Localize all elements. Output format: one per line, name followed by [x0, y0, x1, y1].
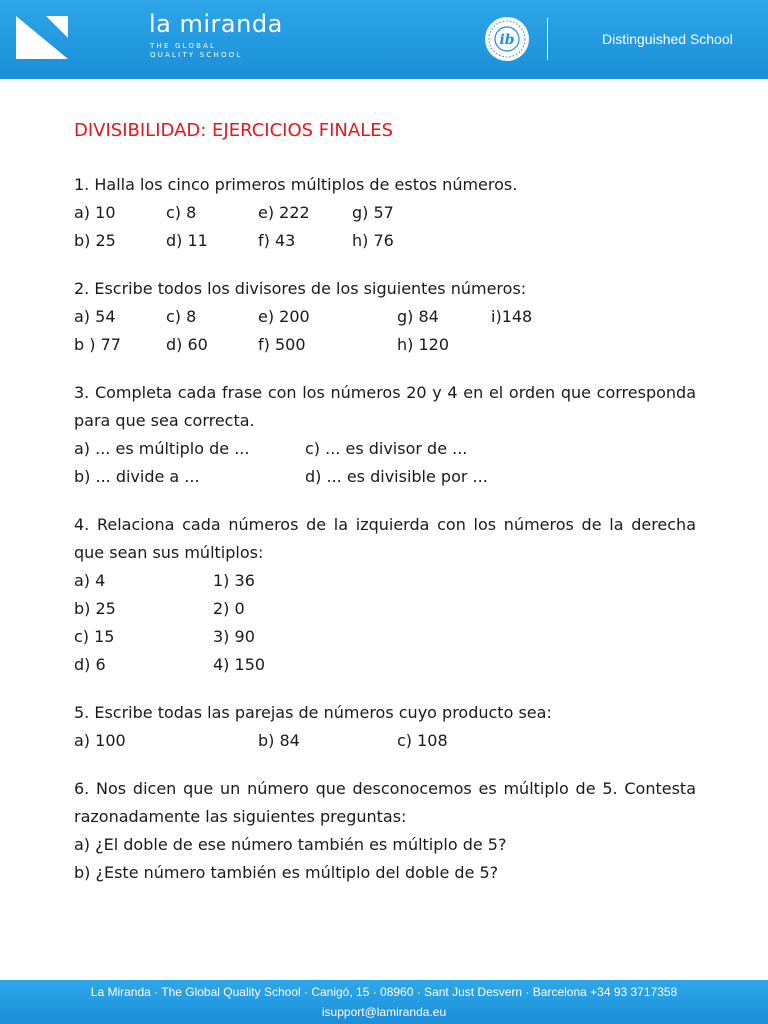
header-divider — [547, 18, 548, 60]
item: f) 500 — [258, 335, 306, 354]
item: h) 120 — [397, 335, 450, 354]
item: a) 54 — [74, 307, 116, 326]
item: b) ¿Este número también es múltiplo del doble de 5? — [74, 863, 499, 882]
brand-name: la miranda — [149, 10, 283, 38]
page-footer — [0, 980, 768, 1024]
item: g) 84 — [397, 307, 439, 326]
answer-row — [74, 567, 696, 595]
ib-world-school-badge-icon — [484, 16, 530, 62]
item: a) 100 — [74, 731, 126, 750]
answer-row — [74, 227, 696, 255]
item: d) 11 — [166, 231, 208, 250]
item: i)148 — [491, 307, 533, 326]
brand-subtitle: THE GLOBAL QUALITY SCHOOL — [150, 42, 243, 59]
item: e) 222 — [258, 203, 310, 222]
item: a) 10 — [74, 203, 116, 222]
item: f) 43 — [258, 231, 296, 250]
item: e) 200 — [258, 307, 310, 326]
item: c) 8 — [166, 203, 197, 222]
answer-row — [74, 727, 696, 755]
footer-address: La Miranda · The Global Quality School · Canigó, 15 · 08960 · Sant Just Desvern · Barcelona +34 93 3717358 — [90, 985, 678, 999]
answer-row — [74, 199, 696, 227]
item: h) 76 — [352, 231, 394, 250]
exercise-2 — [74, 275, 696, 359]
item: 2) 0 — [213, 599, 245, 618]
exercise-statement: 1. Halla los cinco primeros múltiplos de estos números. — [74, 175, 518, 194]
item: b) ... divide a ... — [74, 467, 200, 486]
worksheet — [74, 116, 696, 907]
exercise-statement: 3. Completa cada frase con los números 20 y 4 en el orden que corresponda para que sea correcta. — [74, 383, 696, 430]
item: b ) 77 — [74, 335, 121, 354]
la-miranda-logo-icon — [16, 16, 68, 59]
answer-row — [74, 623, 696, 651]
exercise-4 — [74, 511, 696, 679]
exercise-statement: 6. Nos dicen que un número que desconocemos es múltiplo de 5. Contesta razonadamente las siguientes preguntas: — [74, 779, 696, 826]
answer-row — [74, 595, 696, 623]
item: c) 8 — [166, 307, 197, 326]
item: c) 15 — [74, 627, 115, 646]
item: a) ... es múltiplo de ... — [74, 439, 250, 458]
item: b) 84 — [258, 731, 300, 750]
ib-badge-label: ib — [499, 32, 515, 48]
page-header — [0, 0, 768, 79]
answer-row — [74, 859, 696, 887]
page-title: DIVISIBILIDAD: EJERCICIOS FINALES — [74, 120, 394, 141]
item: 1) 36 — [213, 571, 255, 590]
exercise-statement: 5. Escribe todas las parejas de números cuyo producto sea: — [74, 703, 552, 722]
item: d) 6 — [74, 655, 106, 674]
answer-row — [74, 331, 696, 359]
exercise-6 — [74, 775, 696, 887]
item: b) 25 — [74, 599, 116, 618]
exercise-1 — [74, 171, 696, 255]
item: a) 4 — [74, 571, 106, 590]
answer-row — [74, 463, 696, 491]
footer-email-link[interactable]: isupport@lamiranda.eu — [321, 1005, 447, 1019]
item: 4) 150 — [213, 655, 266, 674]
exercise-5 — [74, 699, 696, 755]
item: d) 60 — [166, 335, 208, 354]
exercise-3 — [74, 379, 696, 491]
item: a) ¿El doble de ese número también es múltiplo de 5? — [74, 835, 507, 854]
item: b) 25 — [74, 231, 116, 250]
answer-row — [74, 651, 696, 679]
exercise-statement: 2. Escribe todos los divisores de los siguientes números: — [74, 279, 527, 298]
item: c) ... es divisor de ... — [305, 439, 468, 458]
exercise-statement: 4. Relaciona cada números de la izquierda con los números de la derecha que sean sus múltiplos: — [74, 515, 696, 562]
header-tagline: Distinguished School — [602, 31, 733, 47]
item: c) 108 — [397, 731, 448, 750]
answer-row — [74, 303, 696, 331]
item: d) ... es divisible por ... — [305, 467, 488, 486]
answer-row — [74, 435, 696, 463]
item: 3) 90 — [213, 627, 255, 646]
answer-row — [74, 831, 696, 859]
item: g) 57 — [352, 203, 394, 222]
